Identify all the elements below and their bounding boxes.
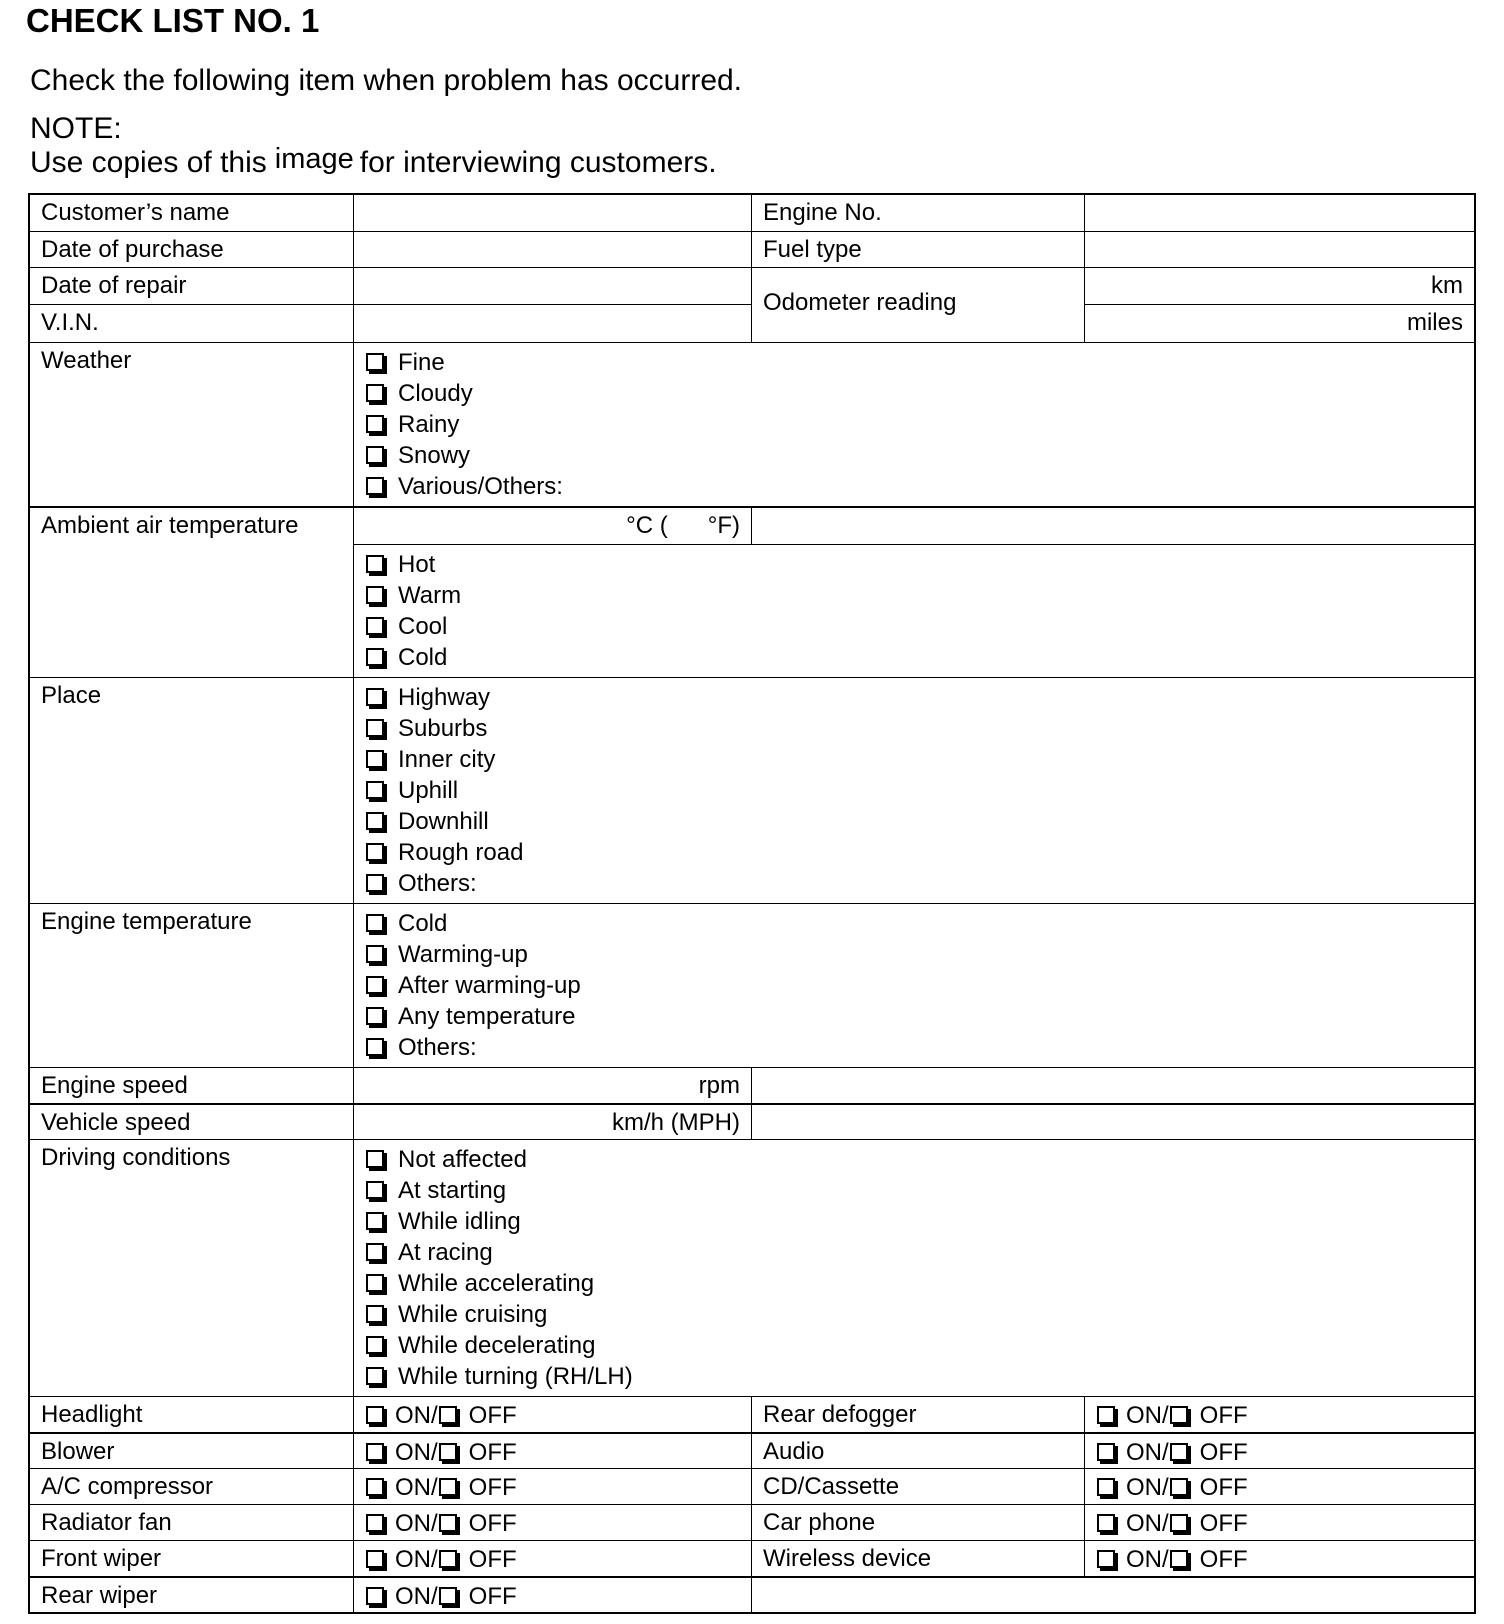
label-driving: Driving conditions: [30, 1140, 354, 1396]
checkbox-icon[interactable]: [1097, 1514, 1115, 1532]
note-text-after: for interviewing customers.: [359, 146, 717, 179]
option-cold[interactable]: Cold: [366, 642, 1474, 673]
option-snowy[interactable]: Snowy: [366, 440, 1474, 471]
checkbox-icon[interactable]: [366, 688, 384, 706]
onoff-cd-cassette[interactable]: ON/ OFF: [1085, 1469, 1474, 1504]
row-engine-speed: [30, 1067, 1474, 1103]
row-ambient: [30, 506, 1474, 677]
option-not-affected[interactable]: Not affected: [366, 1144, 1474, 1175]
checkbox-icon[interactable]: [1170, 1478, 1188, 1496]
option-various[interactable]: Various/Others:: [366, 471, 1474, 502]
checkbox-icon[interactable]: [366, 617, 384, 635]
option-inner-city[interactable]: Inner city: [366, 744, 1474, 775]
row-vehicle-speed: [30, 1103, 1474, 1139]
label-ambient: Ambient air temperature: [30, 508, 354, 677]
checkbox-icon[interactable]: [439, 1550, 457, 1568]
checkbox-icon[interactable]: [439, 1587, 457, 1605]
onoff-car-phone[interactable]: ON/ OFF: [1085, 1505, 1474, 1540]
row-switch: [30, 1576, 1474, 1612]
onoff-radiator-fan[interactable]: ON/ OFF: [354, 1505, 752, 1540]
option-cloudy[interactable]: Cloudy: [366, 378, 1474, 409]
instruction-text: Check the following item when problem has occurred.: [30, 64, 743, 97]
onoff-ac-compressor[interactable]: ON/ OFF: [354, 1469, 752, 1504]
checkbox-icon[interactable]: [366, 1550, 384, 1568]
checkbox-icon[interactable]: [1097, 1406, 1115, 1424]
field-engine-no[interactable]: [1085, 195, 1474, 231]
checkbox-icon[interactable]: [439, 1443, 457, 1461]
checkbox-icon[interactable]: [366, 1367, 384, 1385]
option-while-cruising[interactable]: While cruising: [366, 1299, 1474, 1330]
ambient-options: [354, 545, 1474, 677]
option-hot[interactable]: Hot: [366, 549, 1474, 580]
onoff-headlight[interactable]: ON/ OFF: [354, 1397, 752, 1432]
note-text-image-word: image: [274, 143, 354, 175]
label-weather: Weather: [30, 343, 354, 506]
checkbox-icon[interactable]: [1170, 1550, 1188, 1568]
label-engine-speed: Engine speed: [30, 1068, 354, 1103]
field-odometer-miles[interactable]: miles: [1406, 309, 1463, 336]
option-warm[interactable]: Warm: [366, 580, 1474, 611]
checkbox-icon[interactable]: [366, 1274, 384, 1292]
checkbox-icon[interactable]: [366, 1443, 384, 1461]
label-vehicle-speed: Vehicle speed: [30, 1105, 354, 1139]
field-fuel-type[interactable]: [1085, 232, 1474, 267]
option-any-temperature[interactable]: Any temperature: [366, 1001, 1474, 1032]
option-while-idling[interactable]: While idling: [366, 1206, 1474, 1237]
row-switch: [30, 1468, 1474, 1504]
checkbox-icon[interactable]: [366, 1181, 384, 1199]
checkbox-icon[interactable]: [1170, 1514, 1188, 1532]
checkbox-icon[interactable]: [366, 843, 384, 861]
page-title: CHECK LIST NO. 1: [26, 2, 320, 39]
checkbox-icon[interactable]: [366, 1514, 384, 1532]
checkbox-icon[interactable]: [366, 1007, 384, 1025]
checkbox-icon[interactable]: [366, 477, 384, 495]
checkbox-icon[interactable]: [366, 353, 384, 371]
checkbox-icon[interactable]: [439, 1406, 457, 1424]
label-engine-no: Engine No.: [752, 195, 1085, 231]
field-vehicle-speed[interactable]: km/h (MPH): [354, 1105, 752, 1139]
checkbox-icon[interactable]: [1097, 1443, 1115, 1461]
field-customer-name[interactable]: [354, 195, 752, 231]
driving-options: [354, 1140, 1474, 1396]
place-options: [354, 678, 1474, 903]
option-rainy[interactable]: Rainy: [366, 409, 1474, 440]
row-repair-vin: [30, 267, 1474, 342]
row-customer: [30, 195, 1474, 231]
checkbox-icon[interactable]: [366, 1212, 384, 1230]
label-date-repair: Date of repair: [30, 268, 353, 305]
checkbox-icon[interactable]: [366, 781, 384, 799]
row-switch: [30, 1396, 1474, 1432]
row-driving: [30, 1139, 1474, 1396]
option-while-decelerating[interactable]: While decelerating: [366, 1330, 1474, 1361]
checkbox-icon[interactable]: [439, 1478, 457, 1496]
label-customer-name: Customer’s name: [30, 195, 354, 231]
checkbox-icon[interactable]: [1097, 1550, 1115, 1568]
label-headlight: Headlight: [30, 1397, 354, 1432]
onoff-rear-defogger[interactable]: ON/ OFF: [1085, 1397, 1474, 1432]
field-odometer-km[interactable]: km: [1085, 268, 1474, 305]
row-weather: [30, 342, 1474, 506]
option-cold[interactable]: Cold: [366, 908, 1474, 939]
checklist-form: [28, 193, 1476, 1614]
option-while-accelerating[interactable]: While accelerating: [366, 1268, 1474, 1299]
weather-options: [354, 343, 1474, 506]
field-date-repair[interactable]: [354, 268, 751, 305]
row-purchase: [30, 231, 1474, 267]
checkbox-icon[interactable]: [366, 1406, 384, 1424]
option-highway[interactable]: Highway: [366, 682, 1474, 713]
option-downhill[interactable]: Downhill: [366, 806, 1474, 837]
label-cd-cassette: CD/Cassette: [752, 1469, 1085, 1504]
checkbox-icon[interactable]: [366, 976, 384, 994]
checkbox-icon[interactable]: [1097, 1478, 1115, 1496]
option-cool[interactable]: Cool: [366, 611, 1474, 642]
checkbox-icon[interactable]: [366, 1587, 384, 1605]
label-rear-defogger: Rear defogger: [752, 1397, 1085, 1432]
note-text-before: Use copies of this: [30, 146, 267, 179]
label-ac-compressor: A/C compressor: [30, 1469, 354, 1504]
checkbox-icon[interactable]: [1170, 1406, 1188, 1424]
checkbox-icon[interactable]: [1170, 1443, 1188, 1461]
option-others[interactable]: Others:: [366, 1032, 1474, 1063]
label-fuel-type: Fuel type: [752, 232, 1085, 267]
checkbox-icon[interactable]: [366, 719, 384, 737]
checkbox-icon[interactable]: [366, 945, 384, 963]
checkbox-icon[interactable]: [366, 750, 384, 768]
checkbox-icon[interactable]: [366, 446, 384, 464]
label-odometer: Odometer reading: [752, 268, 1085, 342]
row-switch: [30, 1504, 1474, 1540]
label-audio: Audio: [752, 1434, 1085, 1468]
note-text: [30, 143, 717, 180]
label-radiator-fan: Radiator fan: [30, 1505, 354, 1540]
option-fine[interactable]: Fine: [366, 347, 1474, 378]
checkbox-icon[interactable]: [366, 384, 384, 402]
option-uphill[interactable]: Uphill: [366, 775, 1474, 806]
label-place: Place: [30, 678, 354, 903]
row-engine-temp: [30, 903, 1474, 1067]
checkbox-icon[interactable]: [366, 1336, 384, 1354]
row-switch: [30, 1540, 1474, 1576]
row-place: [30, 677, 1474, 903]
engine-temp-options: [354, 904, 1474, 1067]
checkbox-icon[interactable]: [366, 1243, 384, 1261]
onoff-front-wiper[interactable]: ON/ OFF: [354, 1541, 752, 1576]
label-front-wiper: Front wiper: [30, 1541, 354, 1576]
row-switch: [30, 1432, 1474, 1468]
checkbox-icon[interactable]: [366, 1038, 384, 1056]
label-date-purchase: Date of purchase: [30, 232, 354, 267]
label-car-phone: Car phone: [752, 1505, 1085, 1540]
checkbox-icon[interactable]: [366, 1478, 384, 1496]
checkbox-icon[interactable]: [366, 812, 384, 830]
option-after-warming-up[interactable]: After warming-up: [366, 970, 1474, 1001]
label-blower: Blower: [30, 1434, 354, 1468]
label-rear-wiper: Rear wiper: [30, 1578, 354, 1612]
checkbox-icon[interactable]: [366, 415, 384, 433]
option-at-starting[interactable]: At starting: [366, 1175, 1474, 1206]
field-ambient-temp[interactable]: °C ( °F): [354, 508, 752, 544]
field-engine-speed[interactable]: rpm: [354, 1068, 752, 1103]
onoff-wireless-device[interactable]: ON/ OFF: [1085, 1541, 1474, 1576]
label-wireless-device: Wireless device: [752, 1541, 1085, 1576]
checkbox-icon[interactable]: [366, 914, 384, 932]
checkbox-icon[interactable]: [366, 874, 384, 892]
onoff-blower[interactable]: ON/ OFF: [354, 1434, 752, 1468]
checkbox-icon[interactable]: [366, 555, 384, 573]
option-at-racing[interactable]: At racing: [366, 1237, 1474, 1268]
option-warming-up[interactable]: Warming-up: [366, 939, 1474, 970]
onoff-rear-wiper[interactable]: ON/ OFF: [354, 1578, 752, 1612]
checkbox-icon[interactable]: [366, 1305, 384, 1323]
checkbox-icon[interactable]: [366, 648, 384, 666]
onoff-audio[interactable]: ON/ OFF: [1085, 1434, 1474, 1468]
field-date-purchase[interactable]: [354, 232, 752, 267]
option-others[interactable]: Others:: [366, 868, 1474, 899]
option-rough-road[interactable]: Rough road: [366, 837, 1474, 868]
checkbox-icon[interactable]: [366, 586, 384, 604]
option-suburbs[interactable]: Suburbs: [366, 713, 1474, 744]
option-while-turning[interactable]: While turning (RH/LH): [366, 1361, 1474, 1392]
label-engine-temp: Engine temperature: [30, 904, 354, 1067]
note-label: NOTE:: [30, 112, 122, 145]
checkbox-icon[interactable]: [366, 1150, 384, 1168]
checkbox-icon[interactable]: [439, 1514, 457, 1532]
label-vin: V.I.N.: [41, 309, 99, 336]
